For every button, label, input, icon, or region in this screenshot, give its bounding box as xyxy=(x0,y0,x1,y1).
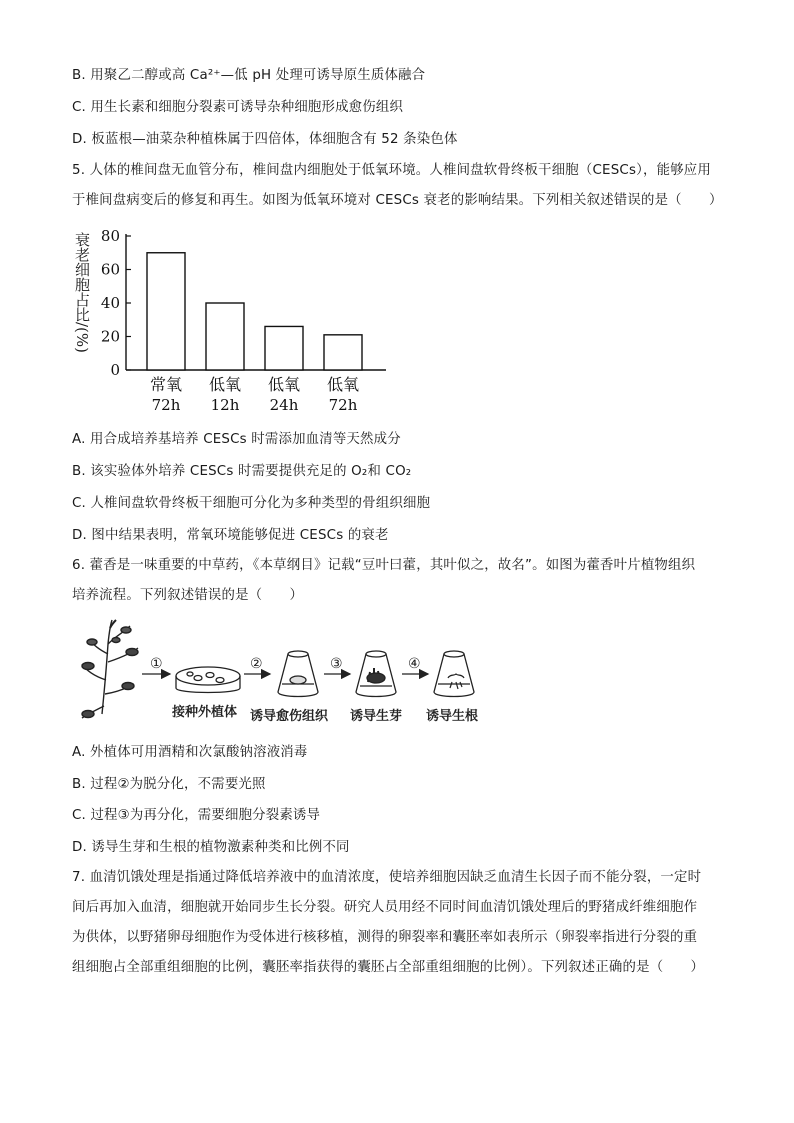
x-tick-label-line2: 24h xyxy=(269,396,299,414)
chart-ylabel: 衰老细胞占比/(%) xyxy=(73,232,91,354)
bar xyxy=(147,253,185,370)
q6-stem-line2: 培养流程。下列叙述错误的是（ ） xyxy=(72,588,304,603)
q5-stem-line1: 5. 人体的椎间盘无血管分布，椎间盘内细胞处于低氧环境。人椎间盘软骨终板干细胞（CESCs），能够应用 xyxy=(72,163,711,178)
flask-callus-icon xyxy=(278,651,318,697)
x-tick-label-line1: 常氧 xyxy=(149,375,183,394)
y-tick-label: 80 xyxy=(100,227,120,245)
q5-option-b: B. 该实验体外培养 CESCs 时需要提供充足的 O₂和 CO₂ xyxy=(72,464,412,479)
x-tick-label-line1: 低氧 xyxy=(208,375,242,394)
q5-stem-line2: 于椎间盘病变后的修复和再生。如图为低氧环境对 CESCs 衰老的影响结果。下列相关叙述错误的是（ ） xyxy=(72,193,723,208)
label-explant: 接种外植体 xyxy=(172,705,238,720)
option-4d: D. 板蓝根—油菜杂种植株属于四倍体，体细胞含有 52 条染色体 xyxy=(72,132,458,147)
tissue-culture-flow-diagram xyxy=(72,614,502,726)
q6-option-c: C. 过程③为再分化，需要细胞分裂素诱导 xyxy=(72,808,321,823)
step-2: ② xyxy=(250,656,263,672)
option-4b: B. 用聚乙二醇或高 Ca²⁺—低 pH 处理可诱导原生质体融合 xyxy=(72,68,426,83)
flow-svg xyxy=(72,614,502,726)
bar xyxy=(324,335,362,370)
x-tick-label-line2: 12h xyxy=(210,396,240,414)
q6-stem-line1: 6. 藿香是一味重要的中草药，《本草纲目》记载“豆叶曰藿，其叶似之，故名”。如图为藿香叶片植物组织 xyxy=(72,558,696,573)
q5-option-d: D. 图中结果表明，常氧环境能够促进 CESCs 的衰老 xyxy=(72,528,389,543)
step-1: ① xyxy=(150,656,163,672)
q6-option-d: D. 诱导生芽和生根的植物激素种类和比例不同 xyxy=(72,840,350,855)
q5-option-a: A. 用合成培养基培养 CESCs 时需添加血清等天然成分 xyxy=(72,432,401,447)
label-shoot: 诱导生芽 xyxy=(350,709,403,724)
x-tick-label-line1: 低氧 xyxy=(267,375,301,394)
option-4c: C. 用生长素和细胞分裂素可诱导杂种细胞形成愈伤组织 xyxy=(72,100,404,115)
flask-shoot-icon xyxy=(356,651,396,697)
chart-svg xyxy=(68,222,398,422)
q7-line4: 组细胞占全部重组细胞的比例，囊胚率指获得的囊胚占全部重组细胞的比例）。下列叙述正确的是（ ） xyxy=(72,960,705,975)
x-tick-label-line1: 低氧 xyxy=(326,375,360,394)
flask-root-icon xyxy=(434,651,474,697)
q6-option-b: B. 过程②为脱分化，不需要光照 xyxy=(72,777,266,792)
q7-line1: 7. 血清饥饿处理是指通过降低培养液中的血清浓度，使培养细胞因缺乏血清生长因子而不能分裂，一定时 xyxy=(72,870,702,885)
petri-dish-icon xyxy=(176,667,240,693)
plant-icon xyxy=(82,620,138,718)
step-4: ④ xyxy=(408,656,421,672)
label-callus: 诱导愈伤组织 xyxy=(250,709,329,724)
q6-option-a: A. 外植体可用酒精和次氯酸钠溶液消毒 xyxy=(72,745,308,760)
y-tick-label: 0 xyxy=(110,361,120,379)
label-root: 诱导生根 xyxy=(426,709,479,724)
bar xyxy=(206,303,244,370)
y-tick-label: 20 xyxy=(100,327,120,346)
step-3: ③ xyxy=(330,656,343,672)
q7-line2: 间后再加入血清，细胞就开始同步生长分裂。研究人员用经不同时间血清饥饿处理后的野猪成纤维细胞作 xyxy=(72,900,698,915)
q7-line3: 为供体，以野猪卵母细胞作为受体进行核移植，测得的卵裂率和囊胚率如表所示（卵裂率指进行分裂的重 xyxy=(72,930,698,945)
y-tick-label: 60 xyxy=(100,260,120,279)
q5-option-c: C. 人椎间盘软骨终板干细胞可分化为多种类型的骨组织细胞 xyxy=(72,496,431,511)
bar xyxy=(265,326,303,370)
y-tick-label: 40 xyxy=(100,294,120,312)
senescence-bar-chart xyxy=(68,222,398,422)
x-tick-label-line2: 72h xyxy=(151,396,181,414)
x-tick-label-line2: 72h xyxy=(328,396,358,414)
